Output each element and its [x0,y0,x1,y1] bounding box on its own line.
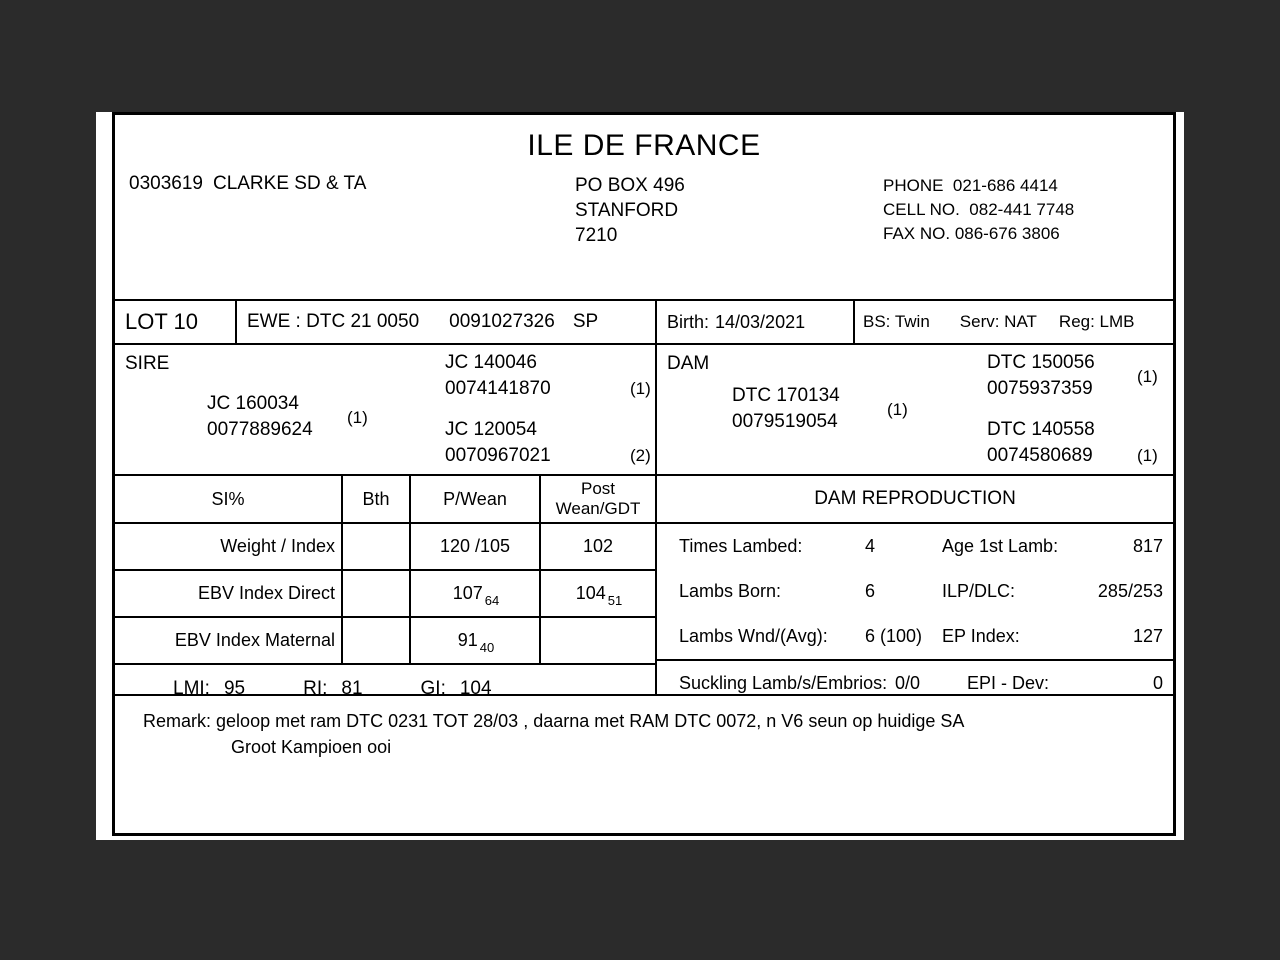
index-table [115,476,657,699]
ebv-direct-post-acc: 51 [607,593,623,608]
ebv-direct-post: 104 [575,583,606,603]
times-lambed-label: Times Lambed: [679,536,803,556]
weight-bth [343,524,411,569]
registration-class: Reg: LMB [1058,312,1135,331]
birth-label: Birth: [667,311,710,332]
age-1st-lamb-value: 817 [1132,536,1163,556]
gi-value: 104 [459,677,492,699]
address-line-3: 7210 [575,225,618,246]
col-pwean: P/Wean [411,476,541,522]
sire-label: SIRE [125,353,170,374]
lot-number: LOT 10 [115,301,237,343]
phone-label: PHONE [883,176,944,195]
sire-dam-identity [445,417,651,469]
ebv-direct-pwean-acc: 64 [484,593,500,608]
col-post-wean-label: Post Wean/GDT [555,479,641,518]
ilp-dlc-value: 285/253 [1097,581,1163,601]
animal-reg-no: 0091027326 [449,311,555,332]
sire-panel [115,345,657,474]
ebv-maternal-pwean: 91 [457,630,478,650]
lambs-born-value: 6 [865,581,876,601]
cell-label: CELL NO. [883,200,960,219]
certificate-header [115,115,1173,301]
dam-sire-identity [987,350,1158,402]
birth-cell [657,301,855,343]
sire-paren: (1) [347,408,368,427]
lambs-born-label: Lambs Born: [679,581,782,601]
dam-reproduction-panel [657,476,1173,694]
ep-index-label: EP Index: [942,626,1020,646]
ebv-maternal-post-cell [541,618,655,663]
sire-identity [207,391,368,443]
dam-sire-paren: (1) [1137,367,1158,386]
address-line-1: PO BOX 496 [575,175,685,196]
member-name: CLARKE SD & TA [212,173,367,194]
service-type: Serv: NAT [959,312,1037,331]
sire-sire-identity [445,350,651,402]
ep-index-value: 127 [1132,626,1163,646]
suckling-value: 0/0 [895,673,921,693]
phone-line [883,174,1074,198]
col-post-wean [541,476,655,522]
lmi-value: 95 [223,677,246,699]
ebv-direct-bth [343,571,411,616]
fax-line [883,222,1074,246]
birth-status: BS: Twin [863,312,930,331]
ebv-maternal-pwean-cell [411,618,541,663]
pedigree-certificate [112,112,1176,836]
ri-value: 81 [341,677,363,699]
dam-reproduction-title: DAM REPRODUCTION [657,476,1173,524]
dam-repro-row-2 [657,569,1173,614]
animal-code: SP [572,311,599,332]
weight-post: 102 [582,536,614,556]
sire-dam-paren: (2) [630,446,651,465]
ebv-maternal-bth [343,618,411,663]
row-label-weight: Weight / Index [115,524,343,569]
lmi-label: LMI: [173,677,210,699]
dam-dam-identity [987,417,1158,469]
row-label-ebv-maternal: EBV Index Maternal [115,618,343,663]
dam-repro-row-1 [657,524,1173,569]
col-bth: Bth [343,476,411,522]
ebv-direct-pwean: 107 [452,583,483,603]
remark-label: Remark: [143,711,212,731]
document-page [96,112,1184,840]
dam-no: 0079519054 [732,411,838,432]
pedigree-section [115,345,1173,476]
ri-label: RI: [303,677,328,699]
sex-label: EWE : [247,311,301,332]
sire-sire-no: 0074141870 [445,378,551,399]
dam-sire-no: 0075937359 [987,378,1093,399]
address-block [575,173,685,248]
age-1st-lamb-label: Age 1st Lamb: [942,536,1059,556]
weight-pwean: 120 /105 [411,524,541,569]
dam-panel [657,345,1173,474]
sire-no: 0077889624 [207,419,313,440]
ebv-direct-pwean-cell [411,571,541,616]
dam-dam-tag: DTC 140558 [987,419,1095,440]
birth-date: 14/03/2021 [715,311,806,332]
animal-tag: DTC 21 0050 [306,311,420,332]
index-row-ebv-maternal [115,618,655,665]
index-row-weight [115,524,655,571]
flags-cell [855,301,1173,343]
sire-sire-paren: (1) [630,379,651,398]
member-block [129,173,366,195]
dam-dam-paren: (1) [1137,446,1158,465]
ebv-maternal-pwean-acc: 40 [479,640,495,655]
sire-tag: JC 160034 [207,393,299,414]
dam-tag: DTC 170134 [732,385,840,406]
index-table-header [115,476,655,524]
performance-section [115,476,1173,699]
ilp-dlc-label: ILP/DLC: [942,581,1016,601]
dam-paren: (1) [887,400,908,419]
remark-line-1: geloop met ram DTC 0231 TOT 28/03 , daarna met RAM DTC 0072, n V6 seun op huidige SA [216,711,965,731]
cell-value: 082-441 7748 [969,200,1075,219]
lot-row [115,301,1173,345]
times-lambed-value: 4 [865,536,876,556]
ebv-direct-post-cell [541,571,655,616]
sire-dam-no: 0070967021 [445,445,551,466]
remark-line-2: Groot Kampioen ooi [231,737,392,757]
phone-value: 021-686 4414 [952,176,1058,195]
sire-sire-tag: JC 140046 [445,352,537,373]
dam-dam-no: 0074580689 [987,445,1093,466]
cell-line [883,198,1074,222]
epi-dev-value: 0 [1152,673,1163,693]
epi-dev-label: EPI - Dev: [967,673,1050,693]
row-label-ebv-direct: EBV Index Direct [115,571,343,616]
col-si-percent: SI% [115,476,343,522]
address-line-2: STANFORD [575,200,679,221]
breed-title: ILE DE FRANCE [527,129,761,162]
animal-identity [237,301,657,343]
member-number: 0303619 [129,173,203,194]
fax-label: FAX NO. [883,224,951,243]
dam-sire-tag: DTC 150056 [987,352,1095,373]
header-columns [115,173,1173,253]
remark-section [115,696,1173,760]
sire-dam-tag: JC 120054 [445,419,537,440]
index-row-ebv-direct [115,571,655,618]
dam-identity [732,383,908,435]
dam-repro-row-3 [657,614,1173,659]
lambs-weaned-label: Lambs Wnd/(Avg): [679,626,828,646]
gi-label: GI: [420,677,446,699]
dam-label: DAM [667,353,710,374]
contact-block [883,174,1074,246]
suckling-label: Suckling Lamb/s/Embrios: [679,673,888,693]
fax-value: 086-676 3806 [954,224,1060,243]
lambs-weaned-value: 6 (100) [865,626,923,646]
